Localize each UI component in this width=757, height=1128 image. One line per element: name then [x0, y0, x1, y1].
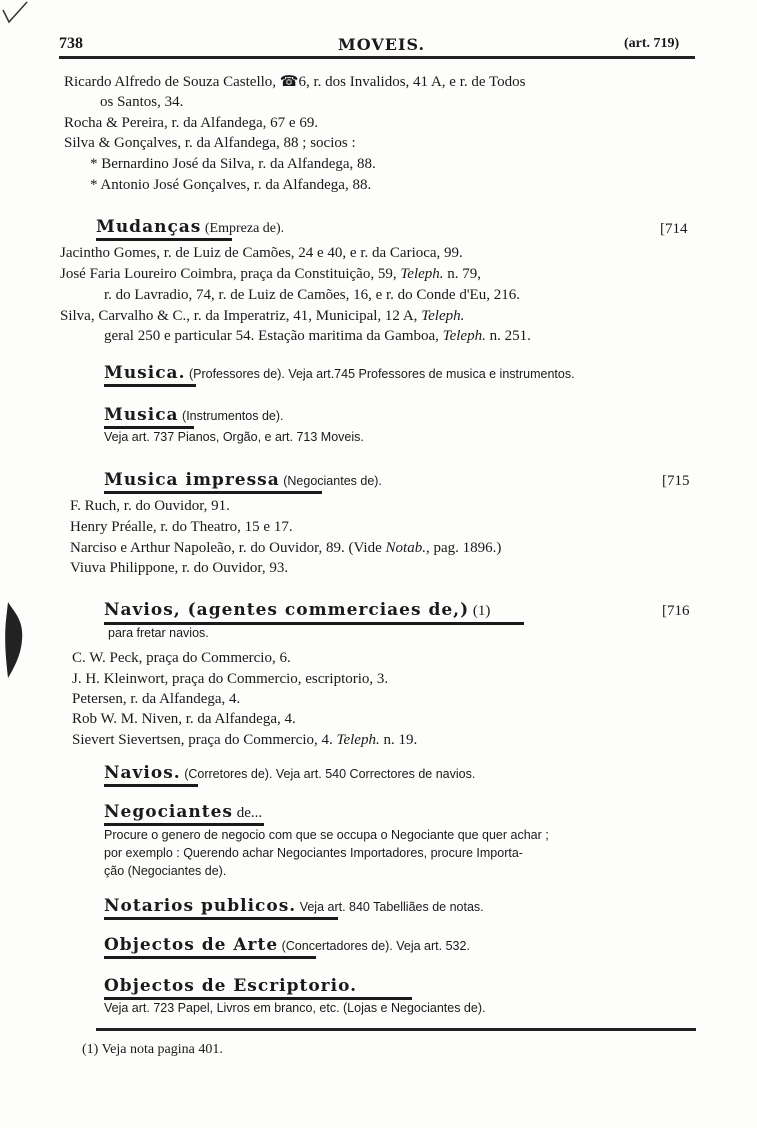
heading-underline: [104, 784, 198, 787]
section-heading: Navios. (Corretores de). Veja art. 540 Correctores de navios.: [104, 763, 476, 783]
page-number: 738: [59, 35, 83, 52]
section-heading: Navios, (agentes commerciaes de,) (1): [104, 600, 491, 620]
heading-underline: [104, 956, 316, 959]
list-item: F. Ruch, r. do Ouvidor, 91.: [70, 498, 230, 514]
cross-reference: Veja art. 723 Papel, Livros em branco, etc. (Lojas e Negociantes de).: [104, 1001, 486, 1015]
article-number: [715: [662, 473, 690, 489]
section-heading: Objectos de Escriptorio.: [104, 976, 358, 996]
section-heading: Negociantes de...: [104, 802, 263, 822]
paragraph-line: Procure o genero de negocio com que se occupa o Negociante que quer achar ;: [104, 828, 549, 842]
list-item: Narciso e Arthur Napoleão, r. do Ouvidor, 89. (Vide Notab., pag. 1896.): [70, 540, 502, 556]
list-item: * Bernardino José da Silva, r. da Alfandega, 88.: [90, 156, 376, 172]
list-item: r. do Lavradio, 74, r. de Luiz de Camões, 16, e r. do Conde d'Eu, 216.: [104, 287, 520, 303]
section-heading: Musica. (Professores de). Veja art.745 Professores de musica e instrumentos.: [104, 363, 575, 383]
list-item: Rob W. M. Niven, r. da Alfandega, 4.: [72, 711, 296, 727]
list-item: Rocha & Pereira, r. da Alfandega, 67 e 69.: [64, 115, 319, 131]
list-item: Sievert Sievertsen, praça do Commercio, 4. Teleph. n. 19.: [72, 732, 418, 748]
footnote: (1) Veja nota pagina 401.: [82, 1042, 223, 1057]
section-heading: Objectos de Arte (Concertadores de). Veja art. 532.: [104, 935, 470, 955]
section-subtitle: para fretar navios.: [108, 626, 209, 640]
paragraph-line: por exemplo : Querendo achar Negociantes Importadores, procure Importa-: [104, 846, 523, 860]
check-mark-icon: [0, 0, 30, 30]
heading-underline: [104, 622, 524, 625]
heading-underline: [104, 917, 338, 920]
heading-underline: [104, 491, 322, 494]
list-item: Viuva Philippone, r. do Ouvidor, 93.: [70, 560, 289, 576]
article-number: [716: [662, 603, 690, 619]
ink-blot-icon: [0, 600, 30, 680]
header-rule: [59, 56, 695, 59]
cross-reference: Veja art. 737 Pianos, Orgão, e art. 713 Moveis.: [104, 430, 364, 444]
list-item: Ricardo Alfredo de Souza Castello, ☎6, r. dos Invalidos, 41 A, e r. de Todos: [64, 74, 526, 90]
list-item: os Santos, 34.: [100, 94, 184, 110]
list-item: Jacintho Gomes, r. de Luiz de Camões, 24 e 40, e r. da Carioca, 99.: [60, 245, 463, 261]
heading-underline: [104, 426, 194, 429]
paragraph-line: ção (Negociantes de).: [104, 864, 227, 878]
list-item: Henry Préalle, r. do Theatro, 15 e 17.: [70, 519, 293, 535]
telephone-symbol-icon: ☎: [279, 74, 299, 90]
list-item: geral 250 e particular 54. Estação maritima da Gamboa, Teleph. n. 251.: [104, 328, 531, 344]
section-heading: Notarios publicos. Veja art. 840 Tabelliães de notas.: [104, 896, 484, 916]
heading-underline: [104, 384, 196, 387]
list-item: Silva, Carvalho & C., r. da Imperatriz, 41, Municipal, 12 A, Teleph.: [60, 308, 465, 324]
list-item: Silva & Gonçalves, r. da Alfandega, 88 ; socios :: [64, 135, 356, 151]
article-number: [714: [660, 221, 688, 237]
list-item: José Faria Loureiro Coimbra, praça da Constituição, 59, Teleph. n. 79,: [60, 266, 482, 282]
heading-underline: [104, 823, 264, 826]
footer-rule: [96, 1028, 696, 1031]
page-title: MOVEIS.: [338, 35, 426, 54]
heading-underline: [104, 997, 412, 1000]
section-heading: Mudanças (Empreza de).: [96, 217, 285, 237]
list-item: C. W. Peck, praça do Commercio, 6.: [72, 650, 291, 666]
list-item: J. H. Kleinwort, praça do Commercio, escriptorio, 3.: [72, 671, 389, 687]
heading-underline: [96, 238, 232, 241]
section-heading: Musica (Instrumentos de).: [104, 405, 284, 425]
list-item: * Antonio José Gonçalves, r. da Alfandega, 88.: [90, 177, 372, 193]
list-item: Petersen, r. da Alfandega, 4.: [72, 691, 241, 707]
section-heading: Musica impressa (Negociantes de).: [104, 470, 382, 490]
article-ref: (art. 719): [624, 36, 680, 51]
